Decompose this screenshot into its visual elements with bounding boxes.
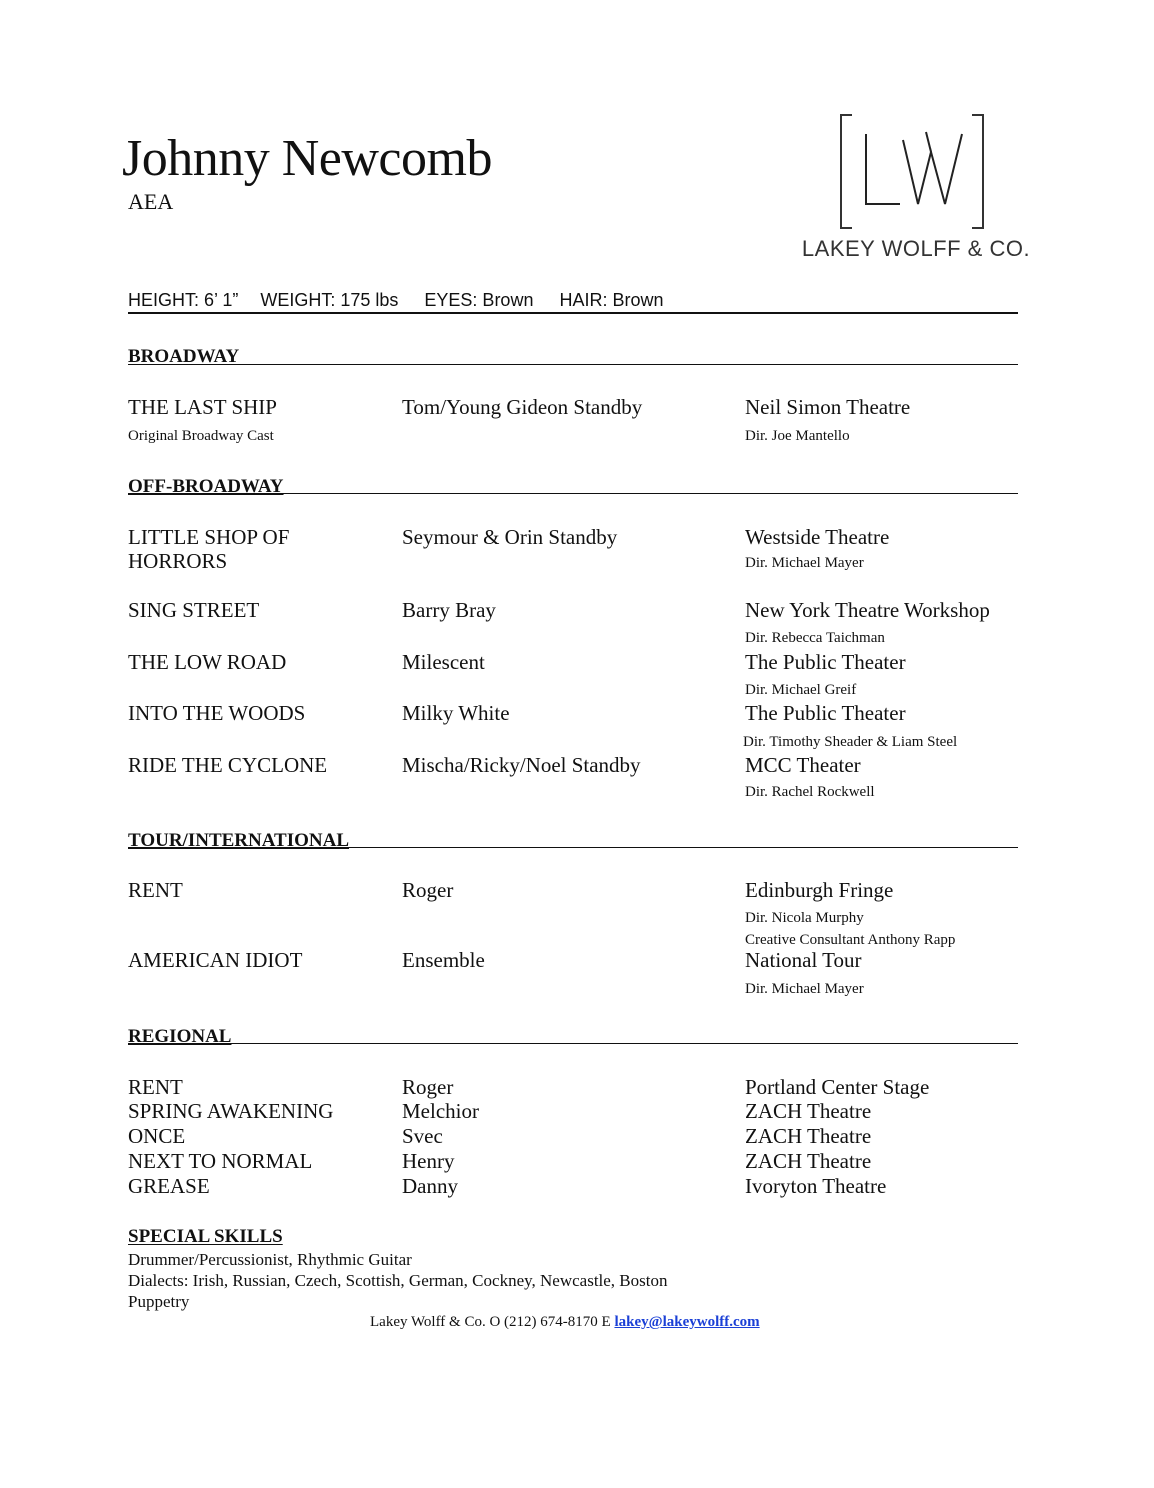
credit-director: Dir. Michael Mayer: [745, 981, 864, 997]
credit-venue: National Tour: [745, 948, 862, 972]
credit-show: INTO THE WOODS: [128, 701, 306, 725]
section-heading-tour: TOUR/INTERNATIONAL: [128, 830, 350, 851]
credit-show: LITTLE SHOP OF: [128, 525, 290, 549]
credit-director: Dir. Michael Greif: [745, 682, 857, 698]
section-heading-regional: REGIONAL: [128, 1026, 232, 1047]
union-affiliation: AEA: [128, 189, 174, 214]
stat-weight: WEIGHT: 175 lbs: [260, 290, 399, 310]
section-heading-off-broadway: OFF-BROADWAY: [128, 476, 284, 497]
credit-venue: New York Theatre Workshop: [745, 598, 990, 622]
credit-show: THE LAST SHIP: [128, 395, 277, 419]
email-link[interactable]: lakey@lakeywolff.com: [614, 1314, 760, 1330]
credit-extra: Creative Consultant Anthony Rapp: [745, 932, 956, 948]
credit-role: Tom/Young Gideon Standby: [402, 395, 643, 419]
skill-item: Drummer/Percussionist, Rhythmic Guitar: [128, 1250, 412, 1269]
stat-height: HEIGHT: 6’ 1”: [128, 290, 239, 310]
credit-show: THE LOW ROAD: [128, 650, 287, 674]
section-divider: [128, 364, 1018, 365]
credit-venue: Neil Simon Theatre: [745, 395, 911, 419]
credit-director: Dir. Rebecca Taichman: [745, 630, 885, 646]
agency-logo: [800, 110, 1030, 260]
credit-venue: ZACH Theatre: [745, 1124, 872, 1148]
agency-logo-text: LAKEY WOLFF & CO.: [801, 236, 1030, 260]
credit-role: Roger: [402, 1075, 454, 1099]
credit-role: Seymour & Orin Standby: [402, 525, 618, 549]
section-heading-skills: SPECIAL SKILLS: [128, 1226, 283, 1247]
credit-director: Dir. Rachel Rockwell: [745, 784, 875, 800]
credit-venue: The Public Theater: [745, 701, 906, 725]
credit-role: Melchior: [402, 1099, 479, 1123]
footer-contact: [370, 1312, 760, 1332]
credit-venue: Portland Center Stage: [745, 1075, 930, 1099]
credit-show: RENT: [128, 878, 183, 902]
footer-agency-phone: Lakey Wolff & Co. O (212) 674-8170 E: [370, 1314, 611, 1330]
credit-show: GREASE: [128, 1174, 210, 1198]
credit-role: Barry Bray: [402, 598, 496, 622]
credit-role: Ensemble: [402, 948, 485, 972]
credit-venue: ZACH Theatre: [745, 1099, 872, 1123]
skill-item: Puppetry: [128, 1292, 190, 1311]
stat-eyes: EYES: Brown: [424, 290, 534, 310]
credit-venue: The Public Theater: [745, 650, 906, 674]
credit-director: Dir. Joe Mantello: [745, 428, 850, 444]
credit-role: Svec: [402, 1124, 443, 1148]
skill-item: Dialects: Irish, Russian, Czech, Scottish, German, Cockney, Newcastle, Boston: [128, 1271, 668, 1290]
stat-hair: HAIR: Brown: [559, 290, 664, 310]
stats-line: [128, 289, 663, 311]
credit-show: ONCE: [128, 1124, 186, 1148]
section-heading-broadway: BROADWAY: [128, 346, 240, 367]
section-divider: [128, 493, 1018, 494]
credit-role: Henry: [402, 1149, 455, 1173]
credit-role: Danny: [402, 1174, 458, 1198]
actor-name: Johnny Newcomb: [122, 130, 492, 187]
credit-show-note: Original Broadway Cast: [128, 428, 274, 444]
credit-show: RIDE THE CYCLONE: [128, 753, 328, 777]
credit-venue: Westside Theatre: [745, 525, 890, 549]
credit-show: NEXT TO NORMAL: [128, 1149, 313, 1173]
credit-show: RENT: [128, 1075, 183, 1099]
credit-role: Roger: [402, 878, 454, 902]
credit-director: Dir. Timothy Sheader & Liam Steel: [743, 734, 958, 750]
credit-role: Mischa/Ricky/Noel Standby: [402, 753, 641, 777]
credit-venue: Ivoryton Theatre: [745, 1174, 887, 1198]
credit-venue: MCC Theater: [745, 753, 861, 777]
credit-show: AMERICAN IDIOT: [128, 948, 303, 972]
credit-venue: ZACH Theatre: [745, 1149, 872, 1173]
stats-divider: [128, 312, 1018, 314]
credit-show-cont: HORRORS: [128, 549, 228, 573]
credit-show: SPRING AWAKENING: [128, 1099, 334, 1123]
credit-director: Dir. Nicola Murphy: [745, 910, 864, 926]
credit-show: SING STREET: [128, 598, 260, 622]
credit-role: Milky White: [402, 701, 510, 725]
section-divider: [128, 847, 1018, 848]
credit-venue: Edinburgh Fringe: [745, 878, 894, 902]
section-divider: [128, 1043, 1018, 1044]
credit-director: Dir. Michael Mayer: [745, 555, 864, 571]
credit-role: Milescent: [402, 650, 485, 674]
